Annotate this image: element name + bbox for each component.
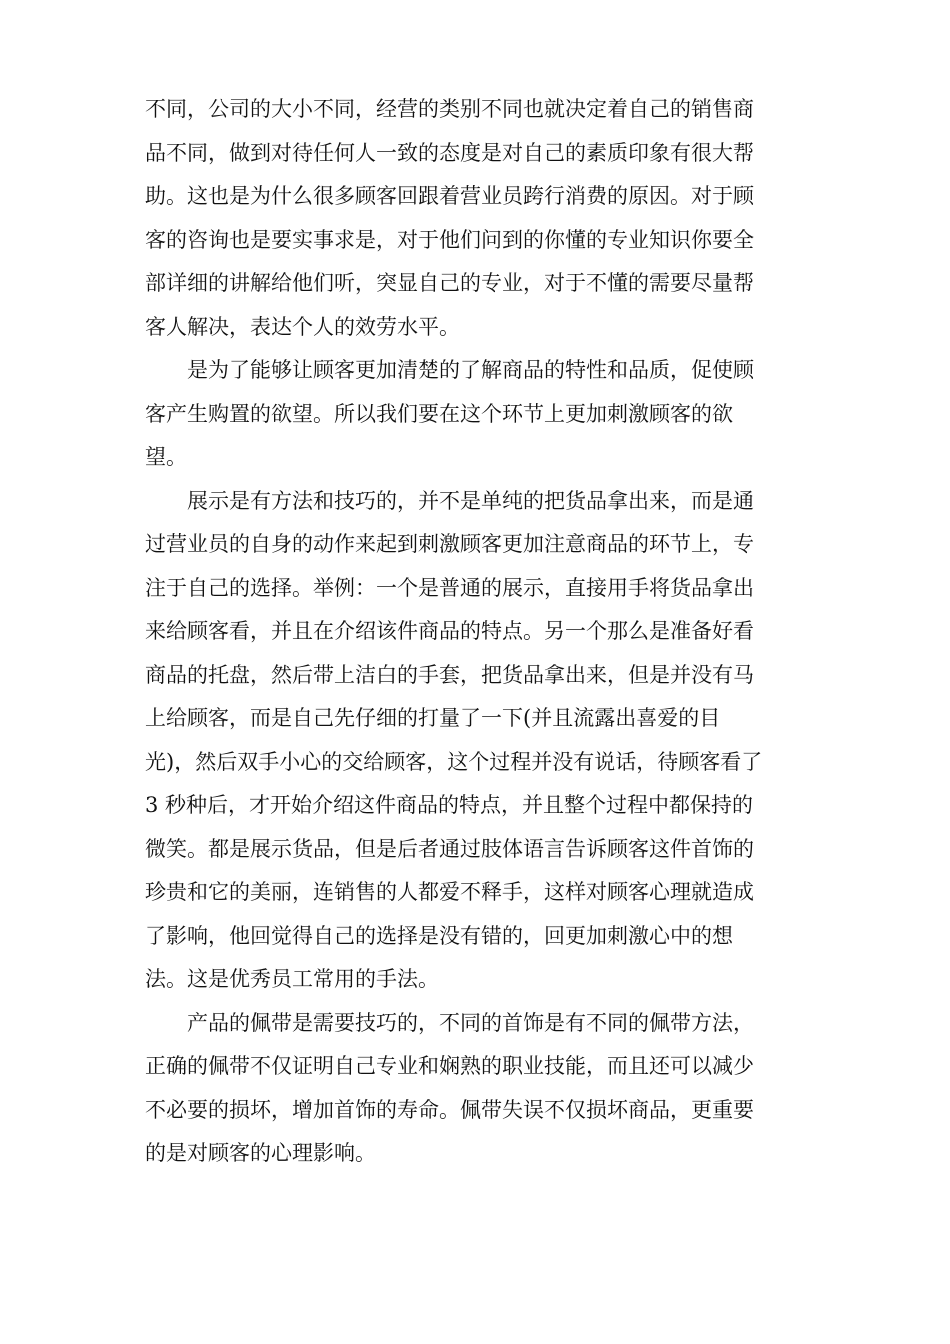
text-line: 光)，然后双手小心的交给顾客，这个过程并没有说话，待顾客看了 [145, 749, 763, 774]
text-line: 望。 [145, 445, 187, 469]
paragraph-4 [145, 1002, 810, 1176]
text-line: 珍贵和它的美丽，连销售的人都爱不释手，这样对顾客心理就造成 [145, 880, 754, 904]
text-line: 客产生购置的欲望。所以我们要在这个环节上更加刺激顾客的欲 [145, 401, 733, 426]
text-line: 上给顾客，而是自己先仔细的打量了一下(并且流露出喜爱的目 [145, 706, 721, 730]
text-line: 不必要的损坏，增加首饰的寿命。佩带失误不仅损坏商品，更重要 [145, 1097, 754, 1122]
text-line: 不同，公司的大小不同，经营的类别不同也就决定着自己的销售商 [145, 97, 754, 121]
text-line: 法。这是优秀员工常用的手法。 [145, 967, 439, 991]
document-body [145, 88, 810, 1176]
paragraph-2 [145, 349, 810, 480]
text-line: 助。这也是为什么很多顾客回跟着营业员跨行消费的原因。对于顾 [145, 184, 754, 208]
text-line: 部详细的讲解给他们听，突显自己的专业，对于不懂的需要尽量帮 [145, 271, 754, 295]
paragraph-3 [145, 480, 810, 1002]
text-line: 正确的佩带不仅证明自己专业和娴熟的职业技能，而且还可以减少 [145, 1054, 754, 1078]
text-line: 是为了能够让顾客更加清楚的了解商品的特性和品质，促使顾 [145, 358, 754, 382]
text-line: 微笑。都是展示货品，但是后者通过肢体语言告诉顾客这件首饰的 [145, 836, 754, 861]
text-line: 商品的托盘，然后带上洁白的手套，把货品拿出来，但是并没有马 [145, 662, 754, 687]
text-line: 来给顾客看，并且在介绍该件商品的特点。另一个那么是准备好看 [145, 619, 754, 643]
text-line: 的是对顾客的心理影响。 [145, 1141, 376, 1165]
text-line: 展示是有方法和技巧的，并不是单纯的把货品拿出来，而是通 [145, 488, 754, 513]
text-line: 了影响，他回觉得自己的选择是没有错的，回更加刺激心中的想 [145, 923, 733, 948]
text-line: 客人解决，表达个人的效劳水平。 [145, 314, 460, 339]
paragraph-1 [145, 88, 810, 349]
text-line: 产品的佩带是需要技巧的，不同的首饰是有不同的佩带方法， [145, 1010, 754, 1035]
text-line: 3 秒种后，才开始介绍这件商品的特点，并且整个过程中都保持的 [145, 793, 754, 817]
text-line: 注于自己的选择。举例：一个是普通的展示，直接用手将货品拿出 [145, 575, 754, 600]
text-line: 品不同，做到对待任何人一致的态度是对自己的素质印象有很大帮 [145, 140, 754, 165]
text-line: 客的咨询也是要实事求是，对于他们问到的你懂的专业知识你要全 [145, 227, 754, 252]
text-line: 过营业员的自身的动作来起到刺激顾客更加注意商品的环节上，专 [145, 532, 754, 556]
